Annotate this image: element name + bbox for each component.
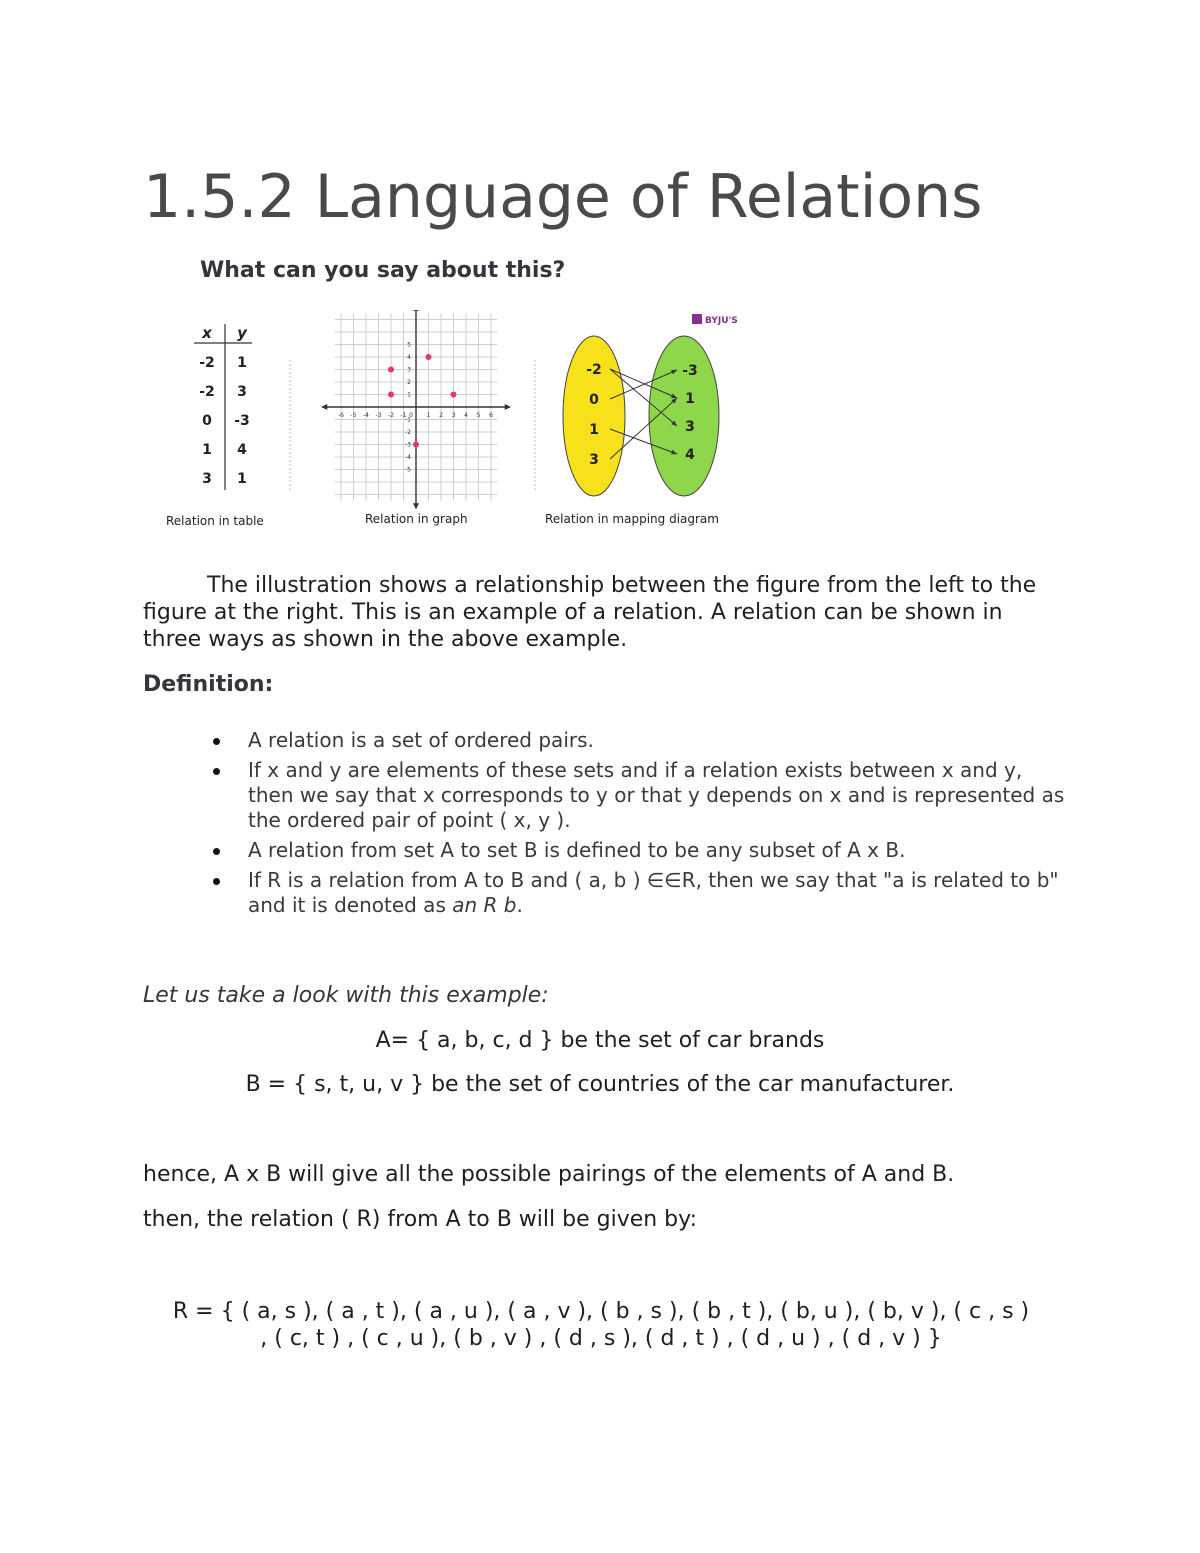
list-item: A relation is a set of ordered pairs. [210,728,1070,753]
set-a-definition: A= { a, b, c, d } be the set of car brands [375,1028,825,1053]
y-tick-label: 1 [407,391,411,399]
domain-value: 0 [589,392,599,408]
x-tick-label: -3 [375,412,382,419]
x-tick-label: 0 [409,412,413,419]
byjus-logo-mark [692,314,702,324]
range-value: 3 [685,419,695,435]
domain-value: -2 [586,362,602,378]
table-cell-y: 1 [237,471,247,487]
x-tick-label: -6 [338,412,344,419]
table-header-y: y [237,324,247,342]
x-tick-label: -4 [363,412,369,419]
definition-list [210,728,1070,923]
y-tick-label: 2 [407,379,411,386]
table-header-x: x [202,324,212,342]
intro-paragraph: The illustration shows a relationship between the figure from the left to the figure at the right. This is an example of a relation. A relation can be shown in three ways as shown in the above example. [143,573,1037,652]
table-cell-x: -2 [199,355,215,371]
y-axis-arrow-down [413,503,419,509]
y-tick-label: 4 [407,354,411,361]
y-tick-label: -2 [405,429,411,436]
set-b-definition: B = { s, t, u, v } be the set of countries of the car manufacturer. [245,1072,955,1097]
x-axis-arrow-right [505,404,511,410]
y-tick-label: -5 [405,466,411,474]
byjus-logo: BYJU'S [705,316,738,326]
x-tick-label: -1 [400,412,407,419]
range-oval [649,336,719,496]
table-cell-y: 4 [237,442,247,458]
range-value: 4 [685,447,695,463]
section-question: What can you say about this? [200,258,566,283]
table-cell-y: -3 [234,413,250,429]
y-tick-label: -3 [405,441,411,449]
relation-illustration [160,310,760,510]
domain-value: 1 [589,422,599,438]
list-item: A relation from set A to set B is defined to be any subset of A x B. [210,838,1070,863]
table-cell-x: -2 [199,384,215,400]
x-tick-label: 2 [439,412,443,419]
range-value: -3 [682,363,698,379]
x-tick-label: -2 [388,412,394,419]
relation-figure [160,310,760,535]
graph-point [426,354,432,360]
graph-caption: Relation in graph [365,512,468,526]
table-cell-x: 1 [202,442,212,458]
x-tick-label: -5 [350,412,357,419]
x-tick-label: 3 [451,412,456,419]
mapping-caption: Relation in mapping diagram [545,512,719,526]
domain-value: 3 [589,452,599,468]
table-caption: Relation in table [166,514,264,528]
x-tick-label: 6 [489,412,493,419]
definition-heading: Definition: [143,672,274,697]
graph-point [388,367,394,373]
graph-point [451,392,457,398]
page-title: 1.5.2 Language of Relations [143,162,983,232]
graph-point [413,442,419,448]
graph-point [388,392,394,398]
y-tick-label: -1 [405,416,411,424]
x-axis-arrow-left [321,404,327,410]
table-cell-y: 1 [237,355,247,371]
example-intro: Let us take a look with this example: [143,983,549,1008]
y-axis-arrow-up [413,310,419,311]
y-tick-label: -4 [405,454,411,461]
range-value: 1 [685,391,695,407]
hence-line: hence, A x B will give all the possible pairings of the elements of A and B. [143,1162,955,1187]
x-tick-label: 4 [464,412,468,419]
domain-oval [563,336,625,496]
y-tick-label: 3 [407,366,411,374]
then-line: then, the relation ( R) from A to B will be given by: [143,1207,697,1232]
y-tick-label: 5 [407,341,411,349]
list-item: If x and y are elements of these sets and if a relation exists between x and y, then we say that x corresponds to y or that y depends on x and is represented as the ordered pair of point ( x, y ). [210,758,1070,833]
table-cell-y: 3 [237,384,247,400]
x-tick-label: 5 [476,412,481,419]
table-cell-x: 3 [202,471,212,487]
table-cell-x: 0 [202,413,212,429]
relation-set: R = { ( a, s ), ( a , t ), ( a , u ), ( a , v ), ( b , s ), ( b , t ), ( b, u ), ( b, v ), ( c , s ) , ( c, t ) , ( c , u ), ( b , v ) , ( d , s ), ( d , t ) , ( d , u ) , ( d , v ) } [172,1299,1030,1351]
x-tick-label: 1 [426,412,431,419]
list-item: If R is a relation from A to B and ( a, b ) ∈∈R, then we say that "a is related to b" and it is denoted as an R b. [210,868,1070,918]
